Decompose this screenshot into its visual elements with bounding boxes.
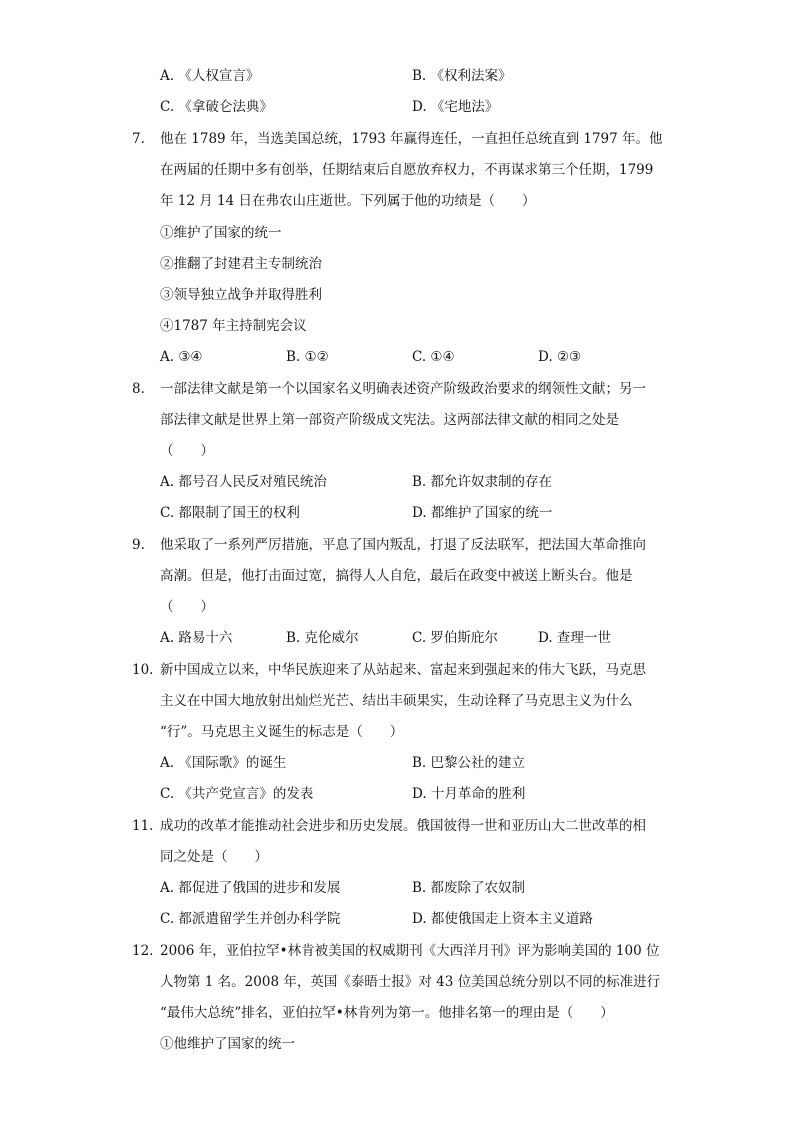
q10-stem-line-3: “行”。马克思主义诞生的标志是（ ） bbox=[160, 724, 404, 740]
q6-option-b[interactable]: B. 《权利法案》 bbox=[412, 68, 512, 84]
q9-option-a[interactable]: A. 路易十六 bbox=[160, 630, 233, 646]
q9-stem-line-3: （ ） bbox=[160, 599, 214, 615]
q8-option-a[interactable]: A. 都号召人民反对殖民统治 bbox=[160, 474, 327, 490]
q9-stem-line-2: 高潮。但是，他打击面过宽，搞得人人自危，最后在政变中被送上断头台。他是 bbox=[160, 568, 633, 584]
q9-stem-line-1: 他采取了一系列严厉措施，平息了国内叛乱，打退了反法联军，把法国大革命推向 bbox=[160, 537, 646, 553]
q11-option-c[interactable]: C. 都派遣留学生并创办科学院 bbox=[160, 911, 341, 927]
q7-option-b[interactable]: B. ①② bbox=[286, 349, 329, 365]
q12-stem-line-2: 人物第 1 名。2008 年，英国《泰晤士报》对 43 位美国总统分别以不同的标准进行 bbox=[160, 974, 661, 990]
q10-option-b[interactable]: B. 巴黎公社的建立 bbox=[412, 755, 526, 771]
q10-option-a[interactable]: A. 《国际歌》的诞生 bbox=[160, 755, 287, 771]
q10-number: 10. bbox=[132, 662, 154, 678]
q7-stem-line-3: 年 12 月 14 日在弗农山庄逝世。下列属于他的功绩是（ ） bbox=[160, 193, 536, 209]
q7-stem-line-1: 他在 1789 年，当选美国总统，1793 年赢得连任，一直担任总统直到 1797 年。他 bbox=[160, 131, 663, 147]
q8-stem-line-2: 部法律文献是世界上第一部资产阶级成文宪法。这两部法律文献的相同之处是 bbox=[160, 412, 619, 428]
q12-stem-line-3: “最伟大总统”排名，亚伯拉罕•林肯列为第一。他排名第一的理由是（ ） bbox=[160, 1005, 614, 1021]
q7-stem-line-2: 在两届的任期中多有创举，任期结束后自愿放弃权力，不再谋求第三个任期，1799 bbox=[160, 162, 654, 178]
q7-item-4: ④1787 年主持制宪会议 bbox=[160, 318, 307, 334]
q8-option-c[interactable]: C. 都限制了国王的权利 bbox=[160, 505, 300, 521]
q11-option-b[interactable]: B. 都废除了农奴制 bbox=[412, 880, 526, 896]
q7-option-d[interactable]: D. ②③ bbox=[538, 349, 582, 365]
q9-option-d[interactable]: D. 查理一世 bbox=[538, 630, 611, 646]
q7-option-c[interactable]: C. ①④ bbox=[412, 349, 455, 365]
q8-number: 8. bbox=[132, 381, 145, 397]
q12-number: 12. bbox=[132, 943, 154, 959]
q11-option-d[interactable]: D. 都使俄国走上资本主义道路 bbox=[412, 911, 593, 927]
q6-option-c[interactable]: C. 《拿破仑法典》 bbox=[160, 99, 273, 115]
q7-item-1: ①维护了国家的统一 bbox=[160, 225, 282, 241]
q7-option-a[interactable]: A. ③④ bbox=[160, 349, 203, 365]
q11-option-a[interactable]: A. 都促进了俄国的进步和发展 bbox=[160, 880, 341, 896]
q6-option-d[interactable]: D. 《宅地法》 bbox=[412, 99, 499, 115]
q7-item-3: ③领导独立战争并取得胜利 bbox=[160, 287, 322, 303]
q11-stem-line-2: 同之处是（ ） bbox=[160, 849, 268, 865]
q8-stem-line-3: （ ） bbox=[160, 443, 214, 459]
q9-option-c[interactable]: C. 罗伯斯庇尔 bbox=[412, 630, 498, 646]
q12-stem-line-1: 2006 年，亚伯拉罕•林肯被美国的权威期刊《大西洋月刊》评为影响美国的 100 位 bbox=[160, 943, 660, 959]
q8-option-d[interactable]: D. 都维护了国家的统一 bbox=[412, 505, 553, 521]
q6-option-a[interactable]: A. 《人权宣言》 bbox=[160, 68, 260, 84]
q7-number: 7. bbox=[132, 131, 145, 147]
q9-number: 9. bbox=[132, 537, 145, 553]
q12-item-1: ①他维护了国家的统一 bbox=[160, 1036, 295, 1052]
q11-stem-line-1: 成功的改革才能推动社会进步和历史发展。俄国彼得一世和亚历山大二世改革的相 bbox=[160, 818, 646, 834]
q10-option-d[interactable]: D. 十月革命的胜利 bbox=[412, 786, 526, 802]
q8-stem-line-1: 一部法律文献是第一个以国家名义明确表述资产阶级政治要求的纲领性文献；另一 bbox=[160, 381, 646, 397]
q10-option-c[interactable]: C. 《共产党宣言》的发表 bbox=[160, 786, 314, 802]
q11-number: 11. bbox=[132, 818, 154, 834]
q9-option-b[interactable]: B. 克伦威尔 bbox=[286, 630, 359, 646]
q8-option-b[interactable]: B. 都允许奴隶制的存在 bbox=[412, 474, 553, 490]
q10-stem-line-1: 新中国成立以来，中华民族迎来了从站起来、富起来到强起来的伟大飞跃，马克思 bbox=[160, 662, 646, 678]
q7-item-2: ②推翻了封建君主专制统治 bbox=[160, 256, 322, 272]
q10-stem-line-2: 主义在中国大地放射出灿烂光芒、结出丰硕果实，生动诠释了马克思主义为什么 bbox=[160, 693, 633, 709]
